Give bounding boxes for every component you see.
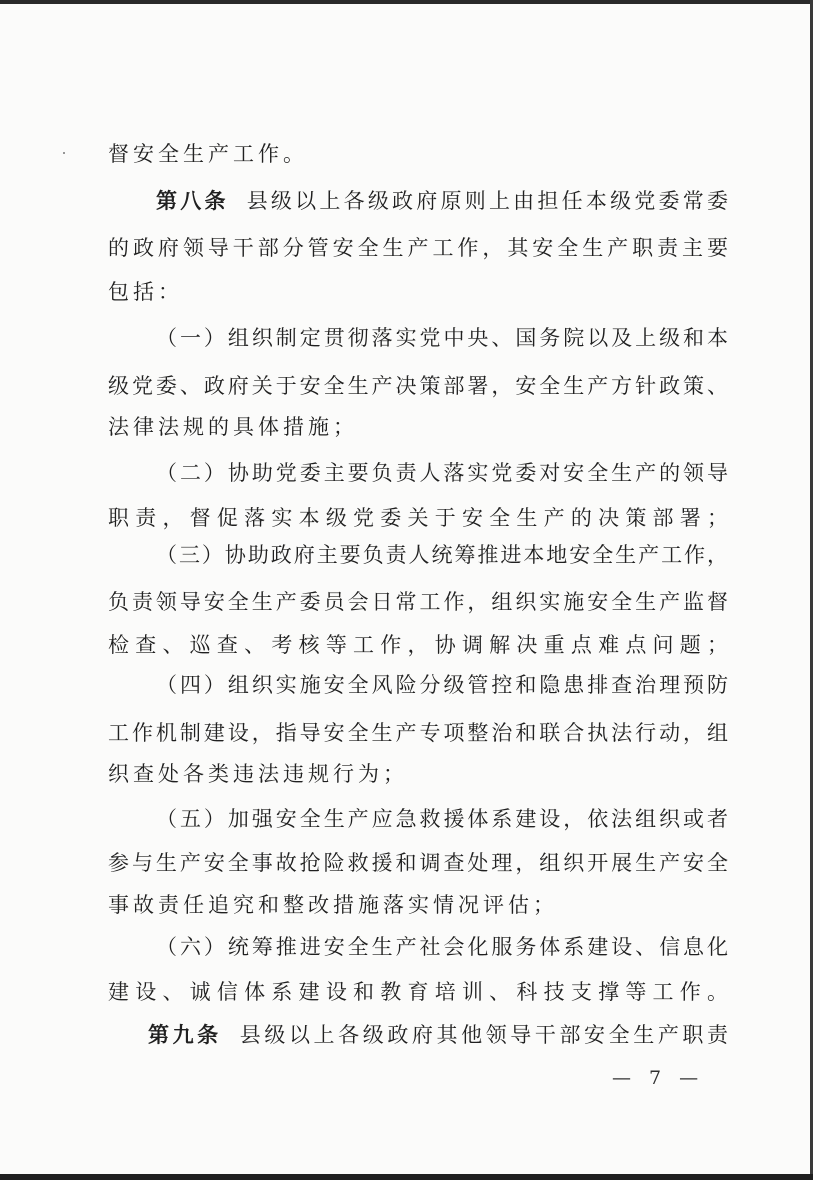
article-9-heading-line [148, 1021, 728, 1049]
text-line: 检查、巡查、考核等工作，协调解决重点难点问题； [108, 633, 728, 657]
text-line: 事故责任追究和整改措施落实情况评估； [108, 893, 558, 917]
text-line: 负责领导安全生产委员会日常工作，组织实施安全生产监督 [108, 590, 728, 614]
article-label: 第九条 [148, 1023, 222, 1047]
text-line: （五）加强安全生产应急救援体系建设，依法组织或者 [156, 807, 728, 831]
text-line: 的政府领导干部分管安全生产工作，其安全生产职责主要 [108, 236, 728, 260]
text-line: 县级以上各级政府原则上由担任本级党委常委 [246, 189, 729, 213]
text-line: （四）组织实施安全风险分级管控和隐患排查治理预防 [156, 673, 728, 697]
text-line: 督安全生产工作。 [108, 142, 308, 166]
text-line: （三）协助政府主要负责人统筹推进本地安全生产工作， [156, 543, 728, 567]
scan-edge-bottom [0, 1174, 813, 1180]
article-8-heading-line [156, 187, 728, 215]
page-number: — 7 — [612, 1067, 705, 1089]
text-line: 级党委、政府关于安全生产决策部署，安全生产方针政策、 [108, 374, 728, 398]
text-line: 职责，督促落实本级党委关于安全生产的决策部署； [108, 506, 728, 530]
text-line: 工作机制建设，指导安全生产专项整治和联合执法行动，组 [108, 721, 728, 745]
text-line: （二）协助党委主要负责人落实党委对安全生产的领导 [156, 461, 728, 485]
text-line: 法律法规的具体措施； [108, 415, 358, 439]
text-line: （一）组织制定贯彻落实党中央、国务院以及上级和本 [156, 326, 728, 350]
text-line: 建设、诚信体系建设和教育培训、科技支撑等工作。 [108, 980, 728, 1004]
text-line: 参与生产安全事故抢险救援和调查处理，组织开展生产安全 [108, 851, 728, 875]
text-line: 县级以上各级政府其他领导干部安全生产职责 [239, 1023, 729, 1047]
scan-speck [63, 152, 65, 154]
text-line: 包括： [108, 280, 183, 304]
text-line: （六）统筹推进安全生产社会化服务体系建设、信息化 [156, 935, 728, 959]
text-line: 织查处各类违法违规行为； [108, 762, 408, 786]
article-label: 第八条 [156, 189, 229, 213]
document-page [0, 4, 810, 1174]
